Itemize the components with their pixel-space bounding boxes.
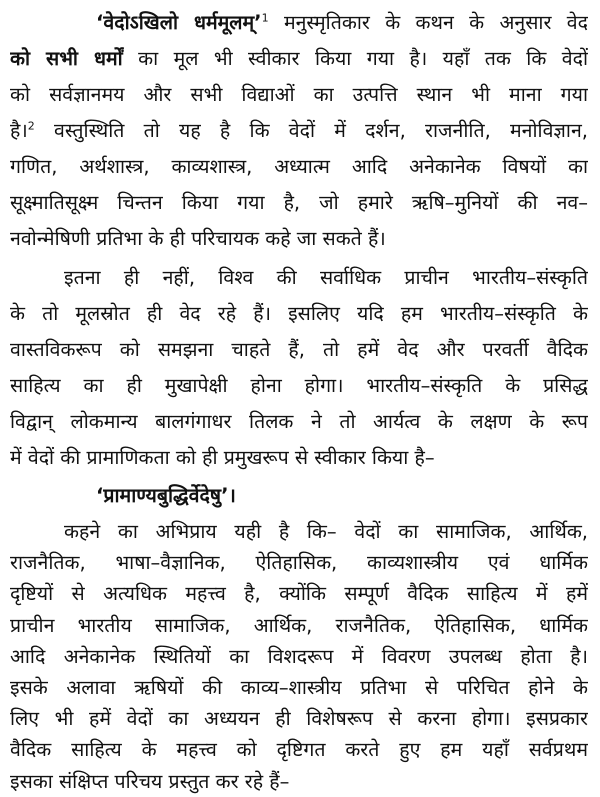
para2-line-2: के तो मूलस्रोत ही वेद रहे हैं। इसलिए यदि हम भारतीय–संस्कृति के: [10, 302, 588, 325]
para2-line-5: विद्वान् लोकमान्य बालगंगाधर तिलक ने तो आर्यत्व के लक्षण के रूप: [10, 410, 588, 433]
para3-line-4: प्राचीन भारतीय सामाजिक, आर्थिक, राजनैतिक, ऐतिहासिक, धार्मिक: [10, 613, 588, 637]
para1-line-1: [96, 8, 588, 38]
para1-line-2-text: का मूल भी स्वीकार किया गया है। यहाँ तक कि वेदों: [122, 47, 588, 70]
quote-dharma-mulam: ‘वेदोऽखिलो धर्ममूलम्’: [96, 11, 262, 34]
para1-line-1-text: मनुस्मृतिकार के कथन के अनुसार वेद: [268, 11, 588, 34]
para2-line-3: वास्तविकरूप को समझना चाहते हैं, तो हमें वेद और परवर्ती वैदिक: [10, 338, 588, 361]
para1-line-4-text: वस्तुस्थिति तो यह है कि वेदों में दर्शन, राजनीति, मनोविज्ञान,: [34, 119, 588, 142]
footnote-ref-2: 2: [27, 119, 35, 133]
para3-line-3: दृष्टियों से अत्यधिक महत्त्व है, क्योंकि सम्पूर्ण वैदिक साहित्य में हमें: [10, 582, 588, 606]
para3-line-8: वैदिक साहित्य के महत्त्व को दृष्टिगत करते हुए हम यहाँ सर्वप्रथम: [10, 738, 588, 762]
para1-line-2: [10, 44, 588, 74]
para1-line-5: गणित, अर्थशास्त्र, काव्यशास्त्र, अध्यात्म आदि अनेकानेक विषयों का: [10, 155, 588, 178]
para3-line-2: राजनैतिक, भाषा–वैज्ञानिक, ऐतिहासिक, काव्यशास्त्रीय एवं धार्मिक: [10, 551, 588, 575]
para3-line-9: इसका संक्षिप्त परिचय प्रस्तुत कर रहे हैं–: [10, 769, 290, 793]
para3-line-6: इसके अलावा ऋषियों की काव्य–शास्त्रीय प्रतिभा से परिचित होने के: [10, 676, 588, 699]
quote-pramanya-buddhi: ‘प्रामाण्यबुद्धिर्वेदेषु’।: [96, 484, 236, 507]
bold-sabhi-dharmon: को सभी धर्मों: [10, 47, 123, 70]
para3-line-5: आदि अनेकानेक स्थितियों का विशदरूप में विवरण उपलब्ध होता है।: [10, 644, 588, 668]
para1-line-4-pre: है।: [10, 119, 28, 142]
para3-line-1: कहने का अभिप्राय यही है कि– वेदों का सामाजिक, आर्थिक,: [64, 520, 588, 543]
para2-line-6: में वेदों की प्रामाणिकता को ही प्रमुखरूप से स्वीकार किया है–: [10, 446, 435, 469]
footnote-ref-1: 1: [261, 11, 269, 25]
para2-line-4: साहित्य का ही मुखापेक्षी होना होगा। भारतीय–संस्कृति के प्रसिद्ध: [10, 374, 588, 397]
para1-line-7: नवोन्मेषिणी प्रतिभा के ही परिचायक कहे जा सकते हैं।: [10, 227, 386, 250]
para2-line-1: इतना ही नहीं, विश्व की सर्वाधिक प्राचीन भारतीय–संस्कृति: [64, 266, 588, 289]
para1-line-6: सूक्ष्मातिसूक्ष्म चिन्तन किया गया है, जो हमारे ऋषि–मुनियों की नव–: [10, 191, 588, 214]
para3-line-7: लिए भी हमें वेदों का अध्ययन ही विशेषरूप से करना होगा। इसप्रकार: [10, 707, 588, 731]
para1-line-4: [10, 116, 588, 146]
para1-line-3: को सर्वज्ञानमय और सभी विद्याओं का उत्पत्ति स्थान भी माना गया: [10, 83, 588, 106]
